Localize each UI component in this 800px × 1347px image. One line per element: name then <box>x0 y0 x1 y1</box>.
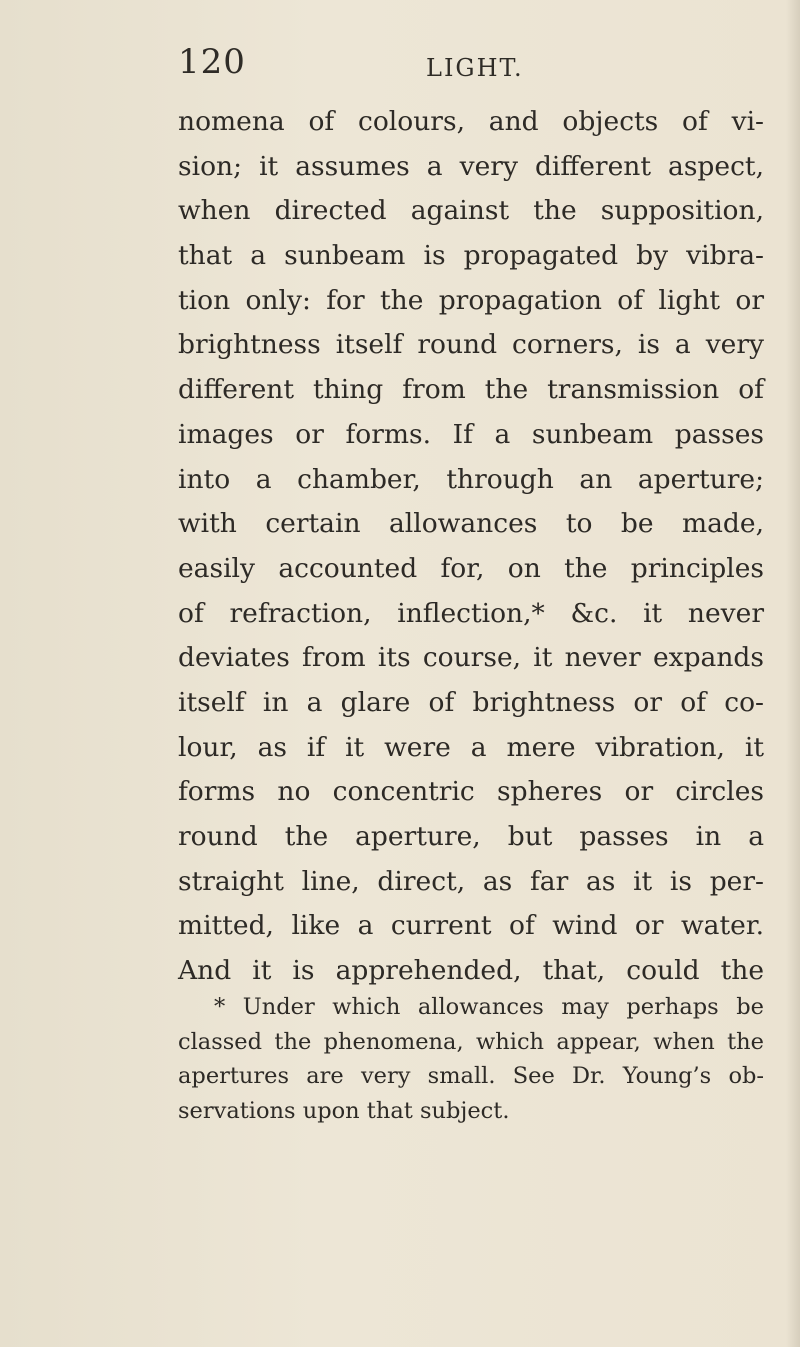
footnote-line: servations upon that subject. <box>178 1097 510 1124</box>
text-line: of refraction, inflection,* &c. it never <box>178 597 764 629</box>
footnote-line: classed the phenomena, which appear, when the <box>178 1028 764 1055</box>
text-line: mitted, like a current of wind or water. <box>178 910 764 942</box>
text-line: straight line, direct, as far as it is per- <box>178 865 764 897</box>
text-line: when directed against the supposition, <box>178 195 764 227</box>
page-number: 120 <box>178 42 246 82</box>
text-line: that a sunbeam is propagated by vibra- <box>178 240 764 272</box>
text-line: sion; it assumes a very different aspect, <box>178 150 764 182</box>
text-line: round the aperture, but passes in a <box>178 821 764 852</box>
text-line: into a chamber, through an aperture; <box>178 463 764 495</box>
text-line: with certain allowances to be made, <box>178 508 764 540</box>
text-line: different thing from the transmission of <box>178 374 764 406</box>
footnote <box>178 990 764 1128</box>
page-header <box>178 42 738 92</box>
page-edge-shadow <box>786 0 800 1347</box>
body-text <box>178 100 764 994</box>
footnote-line: * Under which allowances may perhaps be <box>214 994 764 1020</box>
text-line: easily accounted for, on the principles <box>178 552 764 584</box>
text-line: tion only: for the propagation of light or <box>178 284 764 316</box>
text-line: lour, as if it were a mere vibration, it <box>178 731 764 763</box>
footnote-line: apertures are very small. See Dr. Young’s ob- <box>178 1063 764 1089</box>
running-head: LIGHT. <box>426 54 524 82</box>
text-line: And it is apprehended, that, could the <box>178 955 764 987</box>
text-line: nomena of colours, and objects of vi- <box>178 106 764 137</box>
text-line: forms no concentric spheres or circles <box>178 776 764 808</box>
text-line: images or forms. If a sunbeam passes <box>178 418 764 450</box>
text-line: brightness itself round corners, is a very <box>178 329 764 361</box>
text-line: itself in a glare of brightness or of co- <box>178 686 764 718</box>
text-line: deviates from its course, it never expands <box>178 642 764 674</box>
